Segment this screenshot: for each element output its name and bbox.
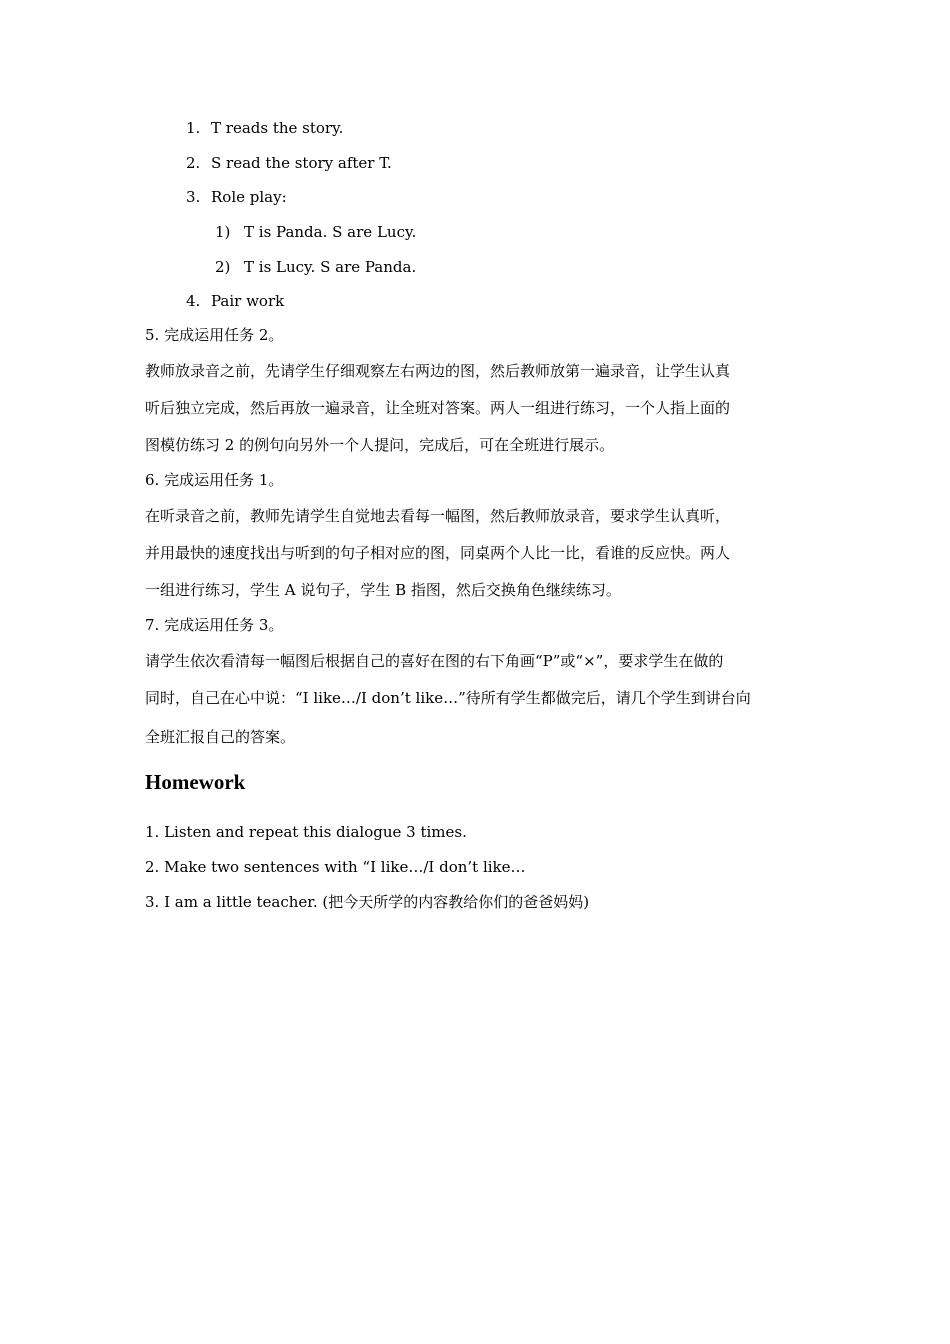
step-3-number: 3. <box>186 188 201 206</box>
role-play-1-number: 1) <box>215 223 231 241</box>
role-play-1-text: T is Panda. S are Lucy. <box>244 223 417 241</box>
task3-line-1: 请学生依次看清每一幅图后根据自己的喜好在图的右下角画“P”或“×”，要求学生在做的 <box>145 652 724 670</box>
task2-line-1: 教师放录音之前，先请学生仔细观察左右两边的图，然后教师放第一遍录音，让学生认真 <box>145 362 731 380</box>
task3-line-3: 全班汇报自己的答案。 <box>145 728 296 746</box>
step-1-text: T reads the story. <box>211 119 344 137</box>
task1-title: 6. 完成运用任务 1。 <box>145 471 284 489</box>
step-2-number: 2. <box>186 154 201 172</box>
task2-title: 5. 完成运用任务 2。 <box>145 326 284 344</box>
task1-line-1: 在听录音之前，教师先请学生自觉地去看每一幅图，然后教师放录音，要求学生认真听， <box>145 507 731 525</box>
task2-line-3: 图模仿练习 2 的例句向另外一个人提问，完成后，可在全班进行展示。 <box>145 436 615 454</box>
task1-line-2: 并用最快的速度找出与听到的句子相对应的图，同桌两个人比一比，看谁的反应快。两人 <box>145 544 731 562</box>
step-4-number: 4. <box>186 292 201 310</box>
homework-item-3: 3. I am a little teacher. (把今天所学的内容教给你们的爸爸妈妈) <box>145 893 590 911</box>
step-1-number: 1. <box>186 119 201 137</box>
step-2-text: S read the story after T. <box>211 154 392 172</box>
role-play-2-number: 2) <box>215 258 231 276</box>
role-play-2-text: T is Lucy. S are Panda. <box>244 258 417 276</box>
step-3-text: Role play: <box>211 188 287 206</box>
task3-title: 7. 完成运用任务 3。 <box>145 616 284 634</box>
task1-line-3: 一组进行练习，学生 A 说句子，学生 B 指图，然后交换角色继续练习。 <box>145 581 621 599</box>
homework-item-1: 1. Listen and repeat this dialogue 3 times. <box>145 823 467 841</box>
task3-line-2: 同时，自己在心中说：“I like…/I don’t like…”待所有学生都做完后，请几个学生到讲台向 <box>145 689 751 707</box>
homework-heading: Homework <box>145 770 246 794</box>
step-4-text: Pair work <box>211 292 285 310</box>
homework-item-2: 2. Make two sentences with “I like…/I don’t like… <box>145 858 526 876</box>
task2-line-2: 听后独立完成，然后再放一遍录音，让全班对答案。两人一组进行练习，一个人指上面的 <box>145 399 731 417</box>
